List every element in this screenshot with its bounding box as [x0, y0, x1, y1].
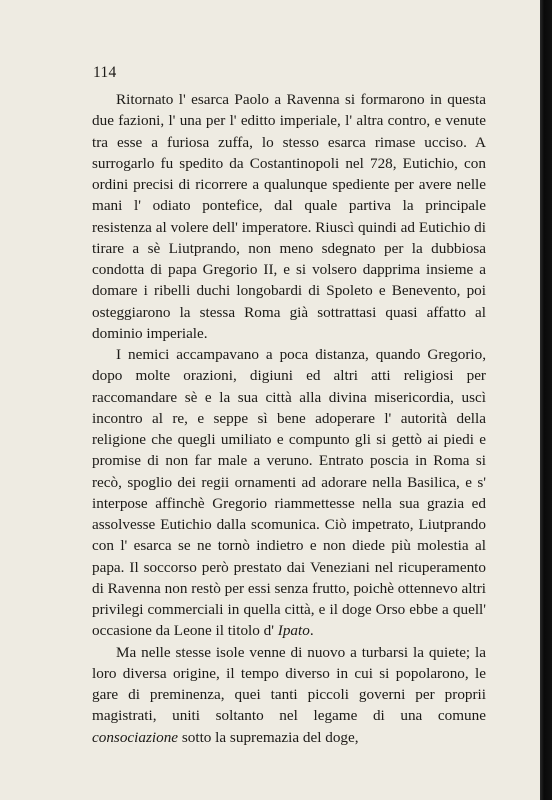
paragraph: [92, 642, 486, 748]
paragraph: [92, 89, 486, 344]
italic-term: consociazione: [92, 728, 179, 746]
page-number: 114: [93, 64, 117, 81]
text-segment: I nemici accampavano a poca distanza, quando Gregorio, dopo molte orazioni, digiuni ed altri atti religiosi per raccomandare sè e la sua città alla divina misericordia, uscì incontro al re, e seppe sì bene adoperare l' autorità della religione che quegli umiliato e compunto gli si gettò ai piedi e promise di non far male a veruno. Entrato poscia in Roma si recò, spoglio dei regii ornamenti ad adorare nella Basilica, e s' interpose affinchè Gregorio riammettesse nella sua grazia ed assolvesse Eutichio dalla scomunica. Ciò impetrato, Liutprando con l' esarca se ne tornò indietro e non diede più molestia al papa. Il soccorso però prestato dai Veneziani nel ricuperamento di Ravenna non restò per essi senza frutto, poichè ottennevo altri privilegi commerciali in quella città, e il doge Orso ebbe a quell' occasione da Leone il titolo d': [92, 346, 486, 640]
text-segment: Ritornato l' esarca Paolo a Ravenna si formarono in questa due fazioni, l' una per l' editto imperiale, l' altra contro, e venute tra esse a furiosa zuffa, lo stesso esarca rimase ucciso. A surrogarlo fu spedito da Costantinopoli nel 728, Eutichio, con ordini precisi di ricorrere a qualunque spediente per avere nelle mani l' odiato pontefice, dal quale partiva la principale resistenza al volere dell' imperatore. Riuscì quindi ad Eutichio di tirare a sè Liutprando, non meno sdegnato per la dubbiosa condotta di papa Gregorio II, e si volsero dapprima insieme a domare i ribelli duchi longobardi di Spoleto e Benevento, poi osteggiarono la stessa Roma già sottrattasi quasi affatto al dominio imperiale.: [92, 91, 486, 342]
body-text: [92, 89, 486, 748]
italic-term: Ipato: [277, 622, 310, 640]
text-segment: Ma nelle stesse isole venne di nuovo a turbarsi la quiete; la loro diversa origine, il tempo diverso in cui si popolarono, le gare di preminenza, quei tanti piccoli governi per proprii magistrati, uniti soltanto nel legame di una comune: [92, 643, 486, 725]
text-segment: .: [309, 622, 314, 640]
paragraph: [92, 344, 486, 642]
page-edge-shadow: [540, 0, 552, 800]
text-segment: sotto la supremazia del doge,: [178, 728, 359, 746]
